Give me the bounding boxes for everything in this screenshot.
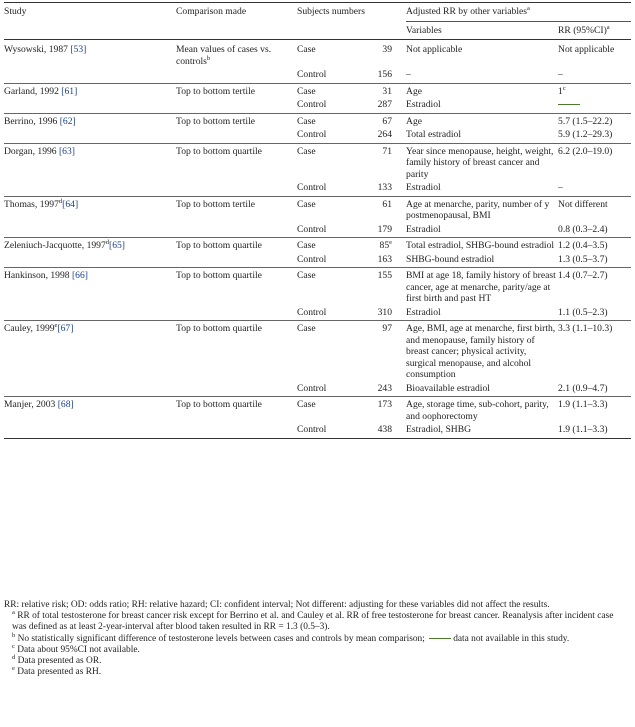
cell-rr: 1.2 (0.4–3.5) — [558, 240, 608, 251]
cell-group-label: Case — [297, 198, 316, 210]
cell-group-label: Case — [297, 240, 316, 251]
cell-rr: 3.3 (1.1–10.3) — [558, 323, 613, 334]
cell-comparison: Top to bottom quartile — [176, 270, 262, 281]
cell-rr: 1.1 (0.5–2.3) — [558, 306, 608, 318]
cell-study — [4, 180, 176, 196]
citation-link[interactable]: [68] — [57, 399, 74, 410]
table-row-case — [4, 268, 631, 305]
citation-link[interactable]: [53] — [70, 44, 87, 55]
cell-study: Berrino, 1996 [62] — [4, 115, 76, 127]
cell-group-label: Control — [297, 424, 327, 435]
cell-subject-count: 39 — [382, 44, 393, 55]
cell-comparison: Top to bottom tertile — [176, 198, 255, 210]
table-row-control — [4, 252, 631, 268]
cell-group-label: Case — [297, 145, 316, 157]
cell-subject-count: 31 — [382, 85, 393, 97]
header-rr: RR $(95\%CI)^a$ — [558, 23, 610, 36]
note-b: $^b$ No statistically significant difference of testosterone levels between cases and controls by mean comparison; data not available in this study. — [12, 631, 570, 644]
results-table — [4, 2, 631, 439]
citation-link[interactable]: [64] — [62, 198, 79, 210]
dash-line-symbol — [429, 638, 451, 639]
cell-study — [4, 305, 176, 321]
cell-study: Cauley, 1999e[67] — [4, 321, 74, 334]
cell-rr: – — [558, 182, 563, 193]
table-row-case — [4, 196, 631, 222]
table-row-case — [4, 83, 631, 97]
cell-study — [4, 422, 176, 438]
citation-link[interactable]: [61] — [61, 85, 78, 97]
citation-link[interactable]: [62] — [59, 115, 76, 127]
cell-group-label: Control — [297, 69, 327, 80]
cell-subject-count: 155 — [377, 270, 393, 281]
table-row-case — [4, 238, 631, 252]
cell-comparison: Top to bottom tertile — [176, 85, 255, 97]
cell-subject-count: 179 — [377, 223, 393, 235]
table-body — [4, 40, 631, 439]
cell-rr: 5.9 (1.2–29.3) — [558, 129, 613, 140]
results-table-wrapper — [4, 2, 631, 439]
cell-comparison: Top to bottom quartile — [176, 323, 262, 334]
cell-subject-count: 97 — [382, 323, 393, 334]
header-subjects: Subjects numbers — [297, 3, 406, 40]
note-c: $^c$ Data about 95%CI not available. — [12, 642, 140, 655]
note-d: $^d$ Data presented as OR. — [12, 653, 102, 667]
cell-group-label: Control — [297, 253, 327, 265]
cell-group-label: Case — [297, 270, 316, 281]
cell-variables: Estradiol — [406, 182, 441, 193]
cell-group-label: Case — [297, 85, 316, 97]
cell-subject-count: 173 — [377, 399, 393, 410]
cell-rr: 0.8 (0.3–2.4) — [558, 223, 608, 235]
cell-rr: Not applicable — [558, 44, 615, 55]
cell-group-label: Case — [297, 44, 316, 55]
note-a: $^a$ RR of total testosterone for breast cancer risk except for Berrino et al. and Cauley et al. RR of free testosterone for breast cancer. Reanalysis after incident case was defined as at least 2-year-interval after blood taken resulted in RR = 1.3 (0.5–3). — [12, 609, 614, 633]
cell-rr: 1$^c$ — [558, 84, 566, 97]
cell-comparison: Top to bottom quartile — [176, 240, 262, 251]
cell-study: Zeleniuch-Jacquotte, 1997$^d$[65] — [4, 238, 125, 251]
header-variables: Variables — [406, 24, 442, 36]
cell-subject-count: 133 — [377, 182, 393, 193]
cell-rr: 1.4 (0.7–2.7) — [558, 270, 608, 281]
cell-rr — [558, 97, 631, 113]
cell-group-label: Control — [297, 182, 327, 193]
table-row-control — [4, 97, 631, 113]
cell-comparison: Top to bottom tertile — [176, 115, 255, 127]
cell-variables: Age — [406, 115, 422, 127]
cell-subject-count: 67 — [382, 115, 393, 127]
cell-subject-count: 264 — [377, 129, 393, 140]
cell-subject-count: 163 — [377, 253, 393, 265]
cell-study: Dorgan, 1996 [63] — [4, 145, 75, 157]
cell-variables: Estradiol — [406, 306, 441, 318]
cell-rr: 6.2 (2.0–19.0) — [558, 145, 613, 157]
cell-subject-count: 243 — [377, 382, 393, 394]
cell-study — [4, 252, 176, 268]
cell-subject-count: 438 — [377, 424, 393, 435]
note-e: $^e$ Data presented as RH. — [12, 665, 102, 678]
cell-rr: 1.9 (1.1–3.3) — [558, 399, 608, 410]
cell-variables: BMI at age 18, family history of breast cancer, age at menarche, parity/age at first birth and past HT — [406, 270, 556, 304]
table-row-control — [4, 381, 631, 397]
cell-group-label: Control — [297, 306, 327, 318]
cell-group-label: Case — [297, 323, 316, 334]
cell-study — [4, 127, 176, 143]
cell-subject-count: 287 — [377, 99, 393, 110]
cell-variables: Estradiol, SHBG — [406, 424, 472, 435]
table-row-control — [4, 180, 631, 196]
cell-variables: Age, storage time, sub-cohort, parity, and oophorectomy — [406, 399, 549, 422]
cell-rr: 2.1 (0.9–4.7) — [558, 382, 608, 394]
header-study: Study — [4, 3, 176, 40]
cell-variables: Estradiol — [406, 223, 441, 235]
table-row-control — [4, 422, 631, 438]
cell-variables: SHBG-bound estradiol — [406, 253, 495, 265]
cell-variables: Bioavailable estradiol — [406, 382, 490, 394]
cell-comparison: Top to bottom quartile — [176, 145, 262, 157]
cell-study: Thomas, 1997$^d$[64] — [4, 197, 79, 210]
cell-comparison — [176, 97, 297, 113]
cell-subject-count: 71 — [382, 145, 393, 157]
cell-study — [4, 222, 176, 238]
table-row-case — [4, 321, 631, 381]
cell-variables: Total estradiol, SHBG-bound estradiol — [406, 240, 555, 251]
cell-comparison — [176, 127, 297, 143]
cell-study: Manjer, 2003 [68] — [4, 399, 74, 410]
table-row-control — [4, 222, 631, 238]
table-notes — [4, 600, 626, 678]
table-row-case — [4, 397, 631, 423]
cell-group-label: Case — [297, 399, 316, 410]
cell-subject-count: 156 — [377, 69, 393, 80]
header-adjusted: Adjusted RR by other variables$^a$ — [406, 3, 631, 22]
header-row — [4, 3, 631, 22]
cell-variables: Year since menopause, height, weight, family history of breast cancer and parity — [406, 145, 554, 180]
cell-variables: Estradiol — [406, 99, 441, 110]
header-comparison: Comparison made — [176, 3, 297, 40]
cell-variables: Age, BMI, age at menarche, first birth, and menopause, family history of breast cancer; physical activity, surgical menopause, and alcohol consumption — [406, 323, 556, 380]
table-row-control — [4, 305, 631, 321]
cell-variables: Total estradiol — [406, 129, 462, 140]
cell-comparison — [176, 422, 297, 438]
cell-study: Garland, 1992 [61] — [4, 85, 78, 97]
cell-comparison — [176, 67, 297, 83]
cell-subject-count: 85e — [379, 238, 393, 251]
citation-link[interactable]: [67] — [57, 323, 74, 334]
table-row-control — [4, 67, 631, 83]
cell-comparison — [176, 305, 297, 321]
cell-study: Wysowski, 1987 [53] — [4, 44, 87, 55]
cell-comparison — [176, 252, 297, 268]
citation-link[interactable]: [63] — [58, 145, 75, 157]
cell-group-label: Control — [297, 99, 327, 110]
cell-variables: Not applicable — [406, 44, 463, 55]
citation-link[interactable]: [66] — [71, 270, 88, 281]
cell-group-label: Case — [297, 115, 316, 127]
table-row-control — [4, 127, 631, 143]
cell-group-label: Control — [297, 129, 327, 140]
cell-comparison: Mean values of cases vs. controls$^b$ — [176, 44, 272, 67]
citation-link[interactable]: [65] — [109, 240, 125, 251]
cell-study — [4, 67, 176, 83]
cell-variables: – — [406, 69, 411, 80]
cell-rr: – — [558, 69, 563, 80]
cell-study — [4, 381, 176, 397]
table-row-case — [4, 143, 631, 180]
cell-group-label: Control — [297, 223, 327, 235]
cell-comparison: Top to bottom quartile — [176, 399, 262, 410]
table-row-case — [4, 113, 631, 127]
table-row-case — [4, 40, 631, 68]
cell-variables: Age — [406, 85, 422, 97]
cell-study: Hankinson, 1998 [66] — [4, 270, 88, 281]
cell-comparison — [176, 381, 297, 397]
cell-rr: 1.9 (1.1–3.3) — [558, 424, 608, 435]
cell-rr: 1.3 (0.5–3.7) — [558, 253, 608, 265]
cell-variables: Age at menarche, parity, number of y postmenopausal, BMI — [406, 198, 550, 221]
cell-study — [4, 97, 176, 113]
cell-comparison — [176, 180, 297, 196]
note-abbreviations: RR: relative risk; OD: odds ratio; RH: relative hazard; CI: confident interval; Not different: adjusting for these variables did not affect the results. — [4, 600, 550, 610]
cell-rr: Not different — [558, 198, 608, 210]
cell-rr: 5.7 (1.5–22.2) — [558, 115, 613, 127]
cell-subject-count: 310 — [377, 306, 393, 318]
cell-subject-count: 61 — [382, 198, 393, 210]
cell-comparison — [176, 222, 297, 238]
dash-line-symbol — [558, 104, 580, 105]
cell-group-label: Control — [297, 382, 327, 394]
